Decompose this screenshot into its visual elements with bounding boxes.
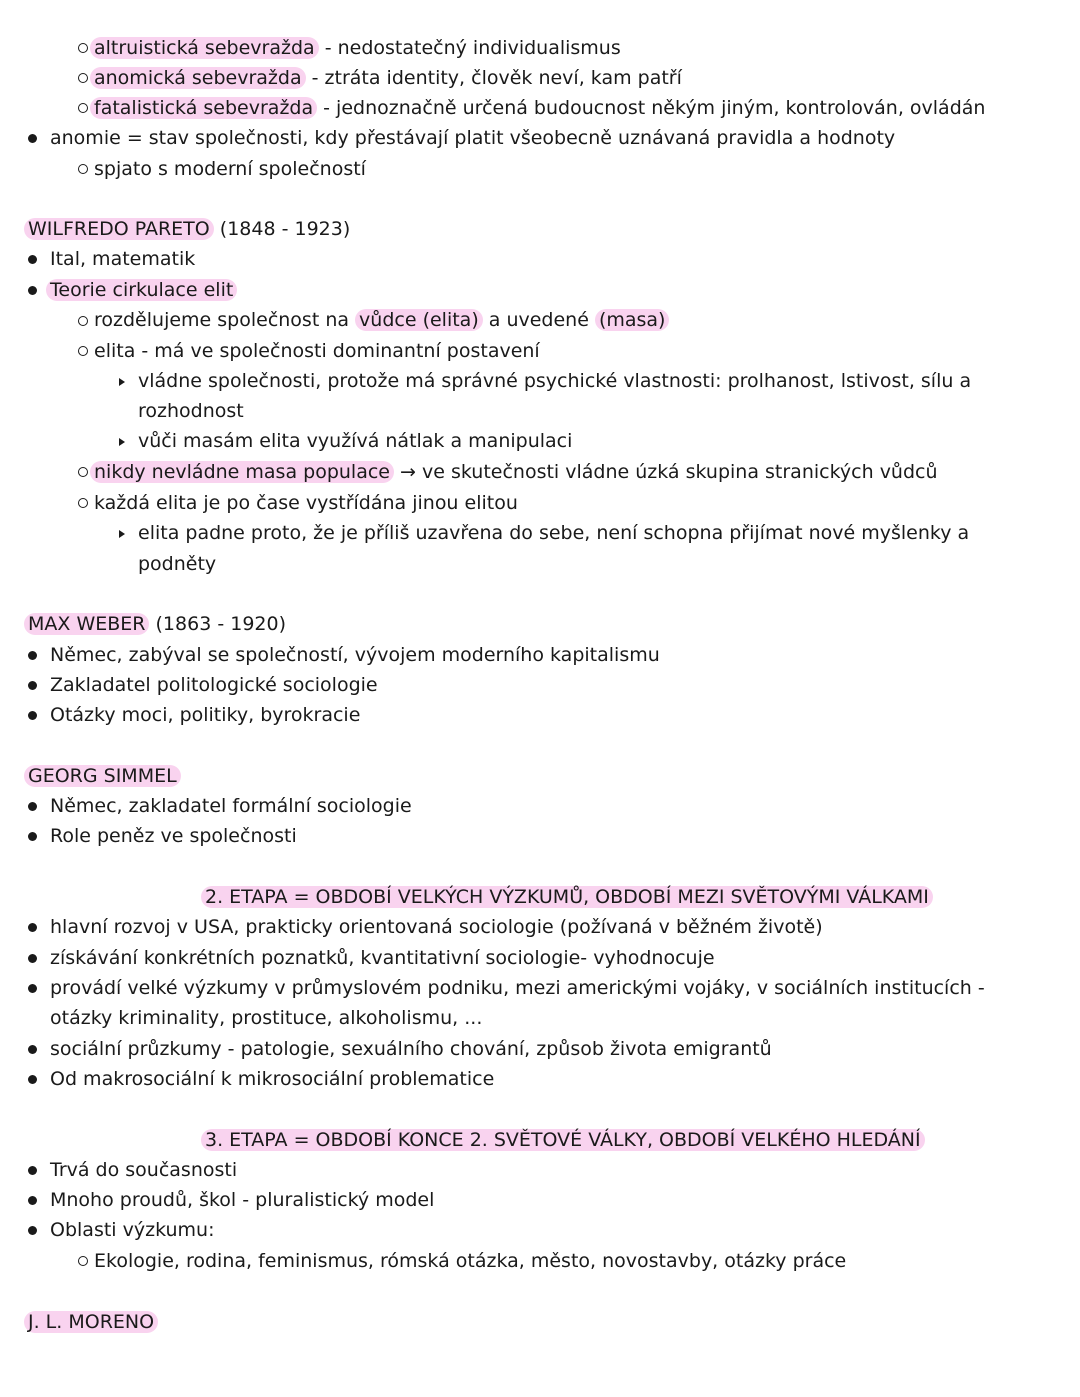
section-heading-simmel: GEORG SIMMEL (28, 762, 181, 790)
list-item: Němec, zabýval se společností, vývojem moderního kapitalismu (50, 644, 660, 666)
section-heading-etapa-3: 3. ETAPA = OBDOBÍ KONCE 2. SVĚTOVÉ VÁLKY, OBDOBÍ VELKÉHO HLEDÁNÍ (205, 1126, 925, 1154)
list-item: fatalistická sebevražda - jednoznačně určená budoucnost někým jiným, kontrolován, ovládán (94, 94, 985, 122)
list-item: anomie = stav společnosti, kdy přestávají platit všeobecně uznávaná pravidla a hodnoty (50, 127, 896, 149)
list-item: Otázky moci, politiky, byrokracie (50, 704, 361, 726)
list-item: Oblasti výzkumu: (50, 1219, 215, 1241)
highlight: fatalistická sebevražda (90, 97, 317, 119)
list-item: anomická sebevražda - ztráta identity, člověk neví, kam patří (94, 64, 682, 92)
bullet-icon (28, 984, 37, 993)
bullet-icon (28, 802, 37, 811)
triangle-bullet-icon (119, 530, 125, 538)
list-item: Mnoho proudů, škol - pluralistický model (50, 1189, 435, 1211)
sub-bullet-icon (78, 164, 88, 174)
bullet-icon (28, 651, 37, 660)
sub-bullet-icon (78, 346, 88, 356)
list-item: vůči masám elita využívá nátlak a manipulaci (138, 430, 573, 452)
list-item: Zakladatel politologické sociologie (50, 674, 378, 696)
bullet-icon (28, 832, 37, 841)
list-item-continuation: rozhodnost (138, 400, 244, 422)
list-item: každá elita je po čase vystřídána jinou elitou (94, 492, 518, 514)
section-heading-etapa-2: 2. ETAPA = OBDOBÍ VELKÝCH VÝZKUMŮ, OBDOBÍ MEZI SVĚTOVÝMI VÁLKAMI (205, 883, 933, 911)
section-heading-pareto: WILFREDO PARETO (1848 - 1923) (28, 215, 350, 243)
bullet-icon (28, 134, 37, 143)
list-item: Němec, zakladatel formální sociologie (50, 795, 412, 817)
bullet-icon (28, 681, 37, 690)
bullet-icon (28, 1075, 37, 1084)
list-item: sociální průzkumy - patologie, sexuálního chování, způsob života emigrantů (50, 1038, 772, 1060)
sub-bullet-icon (78, 43, 88, 53)
list-item: nikdy nevládne masa populace → ve skutečnosti vládne úzká skupina stranických vůdců (94, 458, 938, 486)
list-item-continuation: otázky kriminality, prostituce, alkoholismu, ... (50, 1007, 483, 1029)
bullet-icon (28, 1196, 37, 1205)
sub-bullet-icon (78, 498, 88, 508)
list-item: spjato s moderní společností (94, 158, 366, 180)
sub-bullet-icon (78, 467, 88, 477)
bullet-icon (28, 286, 37, 295)
list-item: Od makrosociální k mikrosociální problematice (50, 1068, 495, 1090)
list-item: získávání konkrétních poznatků, kvantitativní sociologie- vyhodnocuje (50, 947, 715, 969)
list-item-continuation: podněty (138, 553, 217, 575)
sub-bullet-icon (78, 103, 88, 113)
section-heading-weber: MAX WEBER (1863 - 1920) (28, 610, 286, 638)
list-item: vládne společnosti, protože má správné psychické vlastnosti: prolhanost, lstivost, sílu a (138, 370, 972, 392)
list-item: elita padne proto, že je příliš uzavřena do sebe, není schopna přijímat nové myšlenky a (138, 522, 970, 544)
section-heading-moreno: J. L. MORENO (28, 1308, 158, 1336)
bullet-icon (28, 711, 37, 720)
list-item: altruistická sebevražda - nedostatečný individualismus (94, 34, 621, 62)
bullet-icon (28, 923, 37, 932)
list-item: Teorie cirkulace elit (50, 276, 237, 304)
triangle-bullet-icon (119, 438, 125, 446)
list-item: hlavní rozvoj v USA, prakticky orientovaná sociologie (požívaná v běžném životě) (50, 916, 823, 938)
bullet-icon (28, 1166, 37, 1175)
list-item: provádí velké výzkumy v průmyslovém podniku, mezi americkými vojáky, v sociálních institucích - (50, 977, 985, 999)
list-item: Role peněz ve společnosti (50, 825, 297, 847)
sub-bullet-icon (78, 316, 88, 326)
list-item: rozdělujeme společnost na vůdce (elita) a uvedené (masa) (94, 306, 669, 334)
bullet-icon (28, 1226, 37, 1235)
highlight: altruistická sebevražda (90, 37, 319, 59)
bullet-icon (28, 255, 37, 264)
list-item: Trvá do současnosti (50, 1159, 238, 1181)
list-item: Ekologie, rodina, feminismus, rómská otázka, město, novostavby, otázky práce (94, 1250, 847, 1272)
list-item: Ital, matematik (50, 248, 196, 270)
bullet-icon (28, 1045, 37, 1054)
triangle-bullet-icon (119, 378, 125, 386)
highlight: anomická sebevražda (90, 67, 306, 89)
sub-bullet-icon (78, 1256, 88, 1266)
bullet-icon (28, 954, 37, 963)
sub-bullet-icon (78, 73, 88, 83)
list-item: elita - má ve společnosti dominantní postavení (94, 340, 540, 362)
